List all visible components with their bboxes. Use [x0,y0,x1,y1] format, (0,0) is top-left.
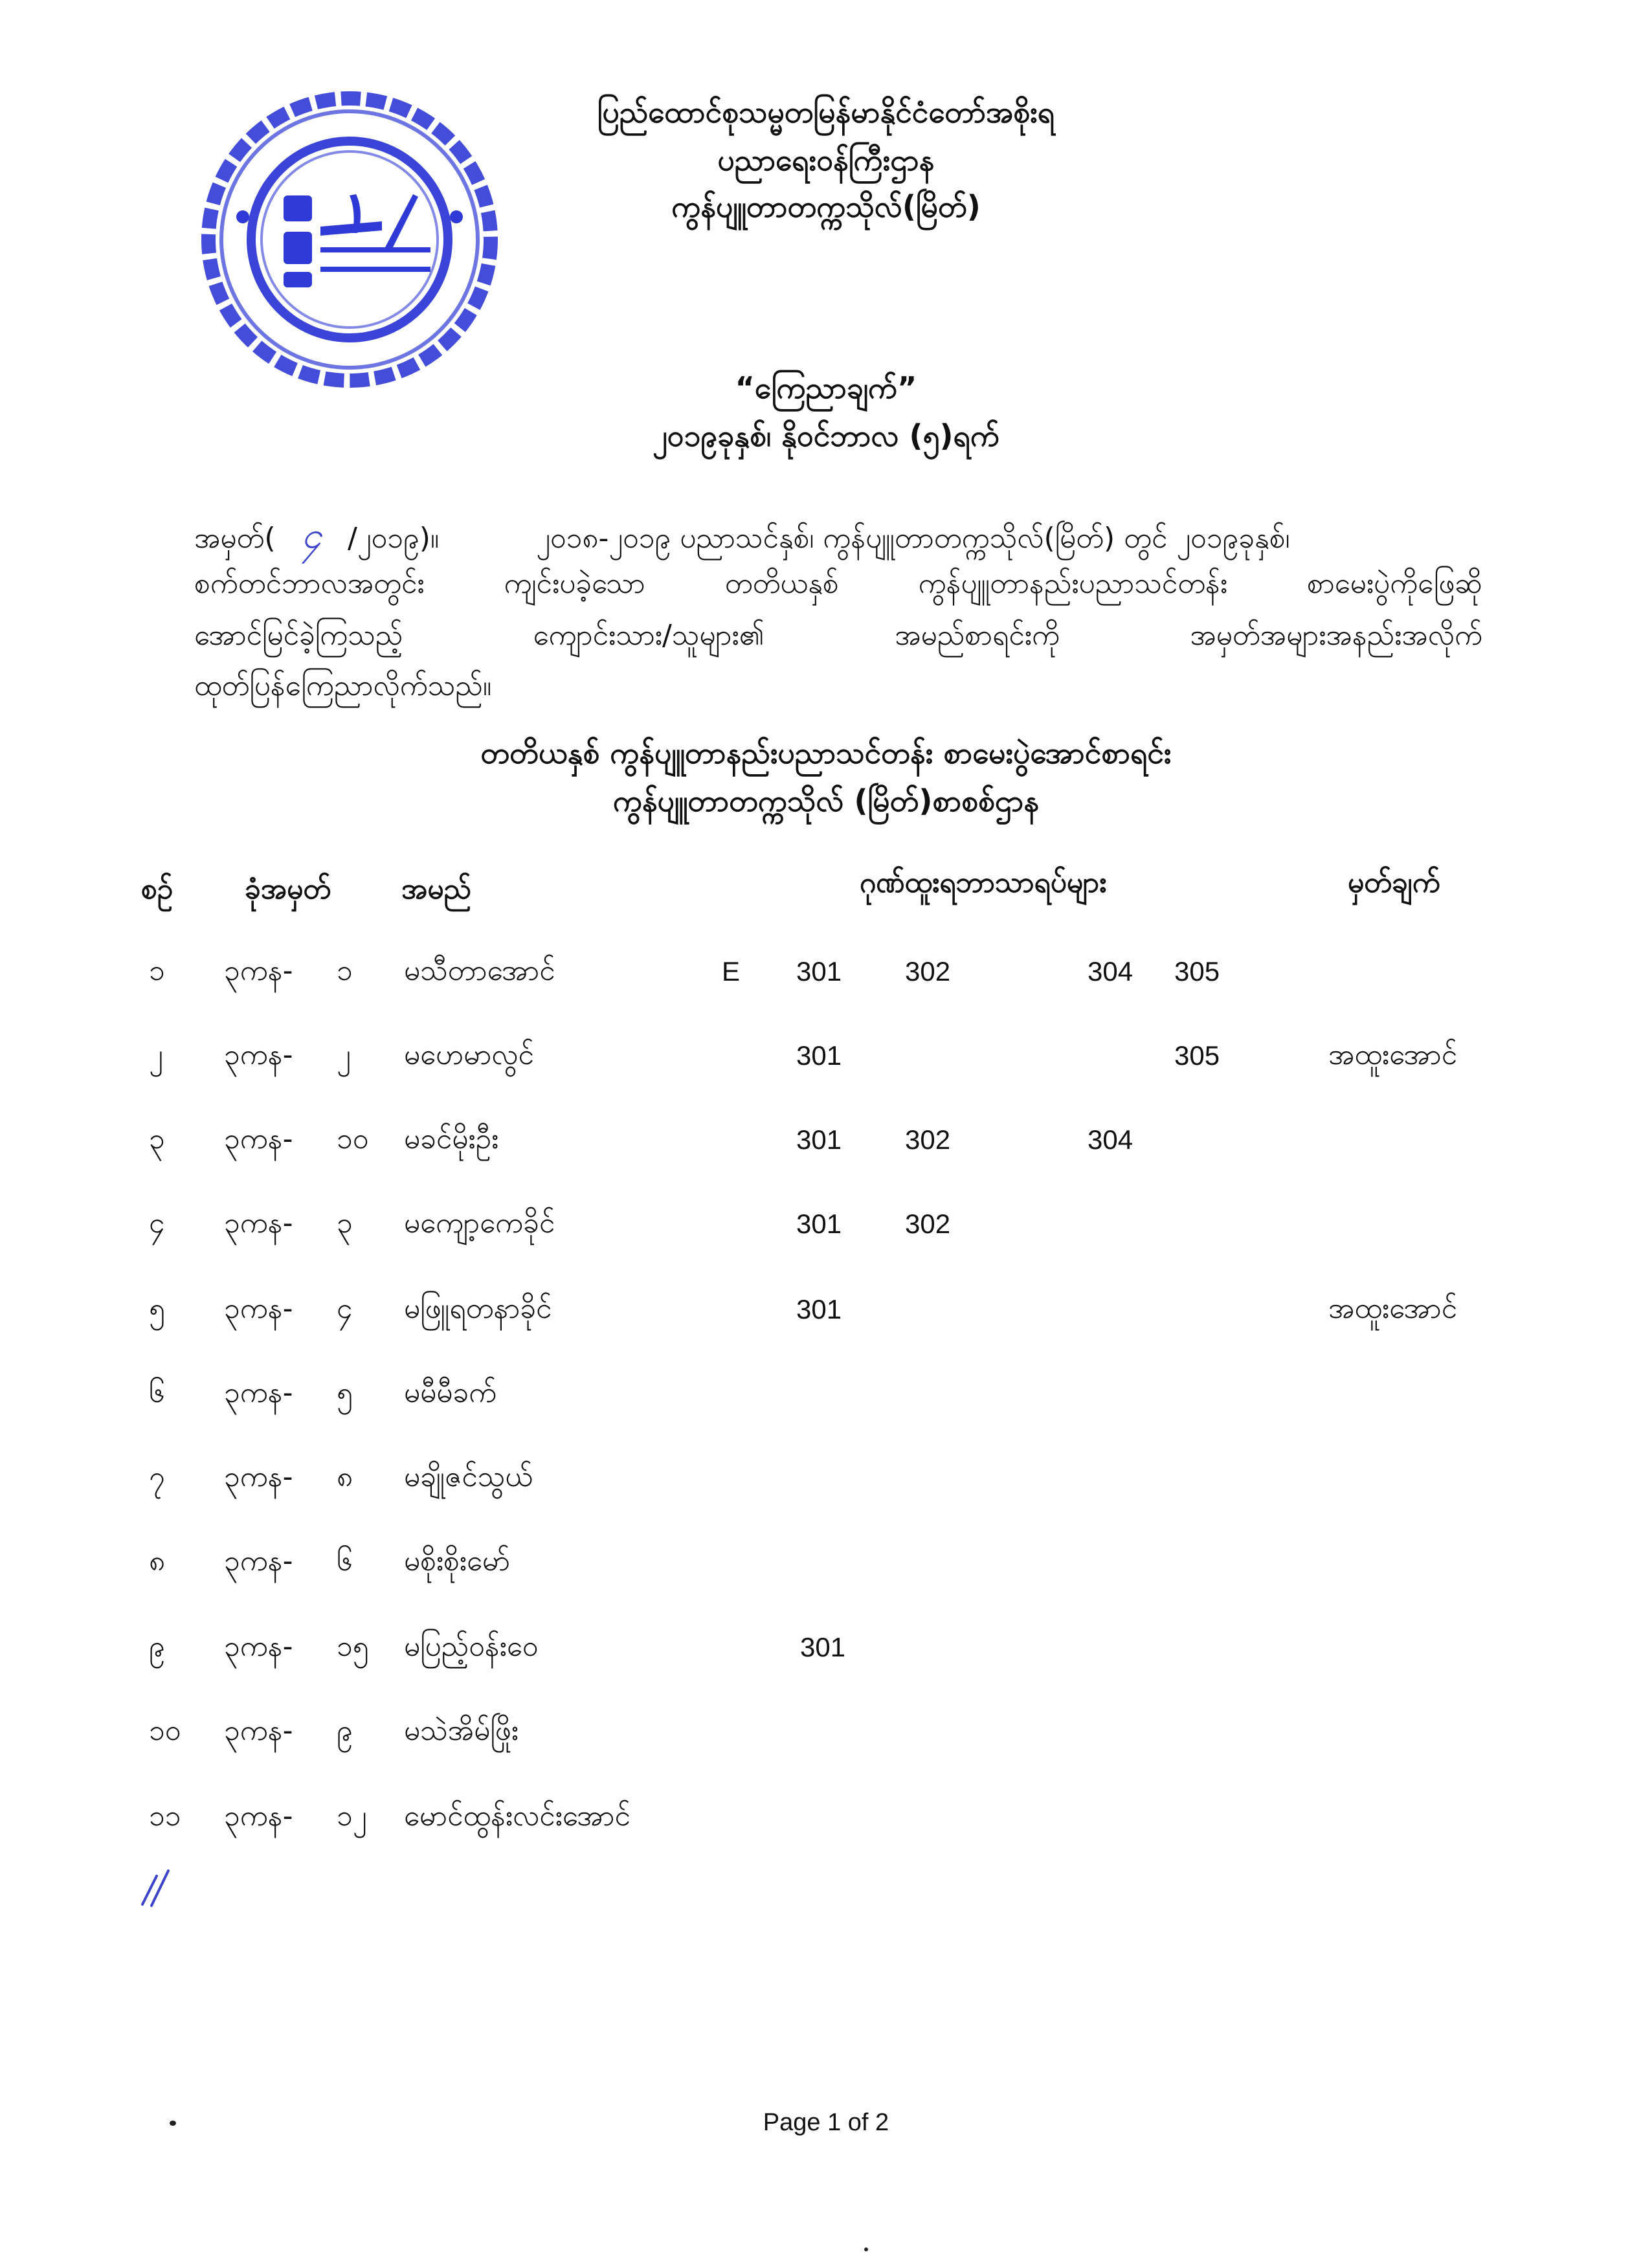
roll-prefix: ၃ကန- [224,1460,293,1493]
student-name: မကျော့ကေခိုင် [404,1207,555,1240]
subject-304: 304 [1088,1124,1133,1155]
column-header-subjects: ဂုဏ်ထူးရဘာသာရပ်များ [860,866,1107,899]
row-number: ၅ [149,1292,165,1325]
subject-302: 302 [905,956,951,987]
paragraph-line-4: ထုတ်ပြန်ကြေညာလိုက်သည်။ [194,669,492,702]
paragraph-word: စက်တင်ဘာလအတွင်း [194,567,425,600]
student-name: မမီမီခက် [404,1376,497,1409]
student-name: မစိုးစိုးမော် [404,1544,511,1577]
paragraph-word: တတိယနှစ် [724,567,839,600]
ministry-name: ပညာရေးဝန်ကြီးဌာန [717,142,935,177]
handwritten-tick-mark-icon [137,1864,183,1910]
paragraph-word: အမည်စာရင်းကို [895,619,1060,652]
paragraph-line-1 [194,515,1482,557]
subject-301: 301 [796,956,842,987]
subject-301: 301 [796,1294,842,1324]
student-name: မခင်မိုးဦး [404,1122,499,1155]
subject-e: E [722,956,741,987]
row-number: ၈ [149,1544,166,1577]
column-header-remark: မှတ်ချက် [1348,866,1440,899]
paragraph-word: ကွန်ပျူတာနည်းပညာသင်တန်း [918,567,1227,600]
paragraph-word: ကျင်းပခဲ့သော [504,567,645,600]
subject-301: 301 [796,1040,842,1071]
paragraph-word: အောင်မြင်ခဲ့ကြသည့် [194,619,403,652]
student-name: မဖြူရတနာခိုင် [404,1292,552,1325]
roll-number: ၃ [337,1207,353,1240]
roll-prefix: ၃ကန- [224,1207,293,1240]
roll-prefix: ၃ကန- [224,1292,293,1325]
reference-suffix: /၂၀၁၉)။ [348,522,440,555]
roll-number: ၉ [337,1714,353,1747]
subject-301: 301 [800,1632,846,1662]
paragraph-line-2 [194,567,1482,600]
roll-prefix: ၃ကန- [224,1800,293,1833]
roll-prefix: ၃ကန- [224,1544,293,1577]
student-name: မသဲအိမ်ဖြိုး [404,1714,519,1747]
stray-ink-dot [864,2247,868,2251]
roll-prefix: ၃ကန- [224,1630,293,1663]
roll-number: ၅ [337,1376,353,1409]
paragraph-line-3 [194,621,1482,650]
subject-301: 301 [796,1124,842,1155]
announcement-title: “ကြေညာချက်” [735,370,917,405]
university-name: ကွန်ပျူတာတက္ကသိုလ်(မြိတ်) [671,189,981,224]
roll-prefix: ၃ကန- [224,1122,293,1155]
row-number: ၁၀ [149,1714,181,1747]
roll-prefix: ၃ကန- [224,954,293,987]
roll-number: ၁ [337,954,353,987]
subject-305: 305 [1174,1040,1220,1071]
remark: အထူးအောင် [1328,1038,1458,1071]
roll-prefix: ၃ကန- [224,1376,293,1409]
paragraph-word: အမှတ်အများအနည်းအလိုက် [1190,619,1482,652]
row-number: ၂ [149,1038,163,1071]
row-number: ၃ [149,1122,165,1155]
student-name: မဟေမာလွင် [404,1038,534,1071]
announcement-date: ၂၀၁၉ခုနှစ်၊ နိုဝင်ဘာလ (၅)ရက် [653,418,999,453]
row-number: ၆ [149,1376,165,1409]
roll-prefix: ၃ကန- [224,1038,293,1071]
roll-number: ၈ [337,1460,353,1493]
student-name: မချိုဇင်သွယ် [404,1460,533,1493]
roll-number: ၁၂ [337,1800,367,1833]
subject-302: 302 [905,1124,951,1155]
roll-prefix: ၃ကန- [224,1714,293,1747]
roll-number: ၁၀ [337,1122,369,1155]
roll-number: ၁၅ [337,1630,369,1663]
student-name: မသီတာအောင် [404,954,555,987]
roll-number: ၄ [337,1292,353,1325]
list-title: တတိယနှစ် ကွန်ပျူတာနည်းပညာသင်တန်း စာမေးပွဲအောင်စာရင်း [480,735,1172,770]
paragraph-line-1-text: ၂၀၁၈-၂၀၁၉ ပညာသင်နှစ်၊ ကွန်ပျူတာတက္ကသိုလ်(မြိတ်) တွင် ၂၀၁၉ခုနှစ်၊ [536,522,1290,555]
column-header-no: စဥ် [141,873,173,906]
row-number: ၉ [149,1630,165,1663]
roll-number: ၆ [337,1544,353,1577]
page-number: Page 1 of 2 [763,2109,889,2136]
subject-304: 304 [1088,956,1133,987]
row-number: ၄ [149,1207,165,1240]
student-name: မပြည့်ဝန်းဝေ [404,1630,539,1663]
paragraph-word: စာမေးပွဲကိုဖြေဆို [1306,567,1482,600]
subject-301: 301 [796,1209,842,1239]
subject-305: 305 [1174,956,1220,987]
list-department: ကွန်ပျူတာတက္ကသိုလ် (မြိတ်)စာစစ်ဌာန [612,783,1040,818]
reference-handwritten-number: ၄ [301,515,322,557]
remark: အထူးအောင် [1328,1292,1458,1325]
student-name: မောင်ထွန်းလင်းအောင် [404,1800,631,1833]
row-number: ၁ [149,954,165,987]
reference-prefix: အမှတ်( [194,522,276,555]
row-number: ၇ [149,1460,165,1493]
subject-302: 302 [905,1209,951,1239]
column-header-name: အမည် [401,873,472,906]
government-name: ပြည်ထောင်စုသမ္မတမြန်မာနိုင်ငံတော်အစိုးရ [597,95,1055,129]
row-number: ၁၁ [149,1800,181,1833]
paragraph-word: ကျောင်းသား/သူများ၏ [533,619,765,652]
roll-number: ၂ [337,1038,351,1071]
column-header-roll: ခုံအမှတ် [245,873,331,906]
